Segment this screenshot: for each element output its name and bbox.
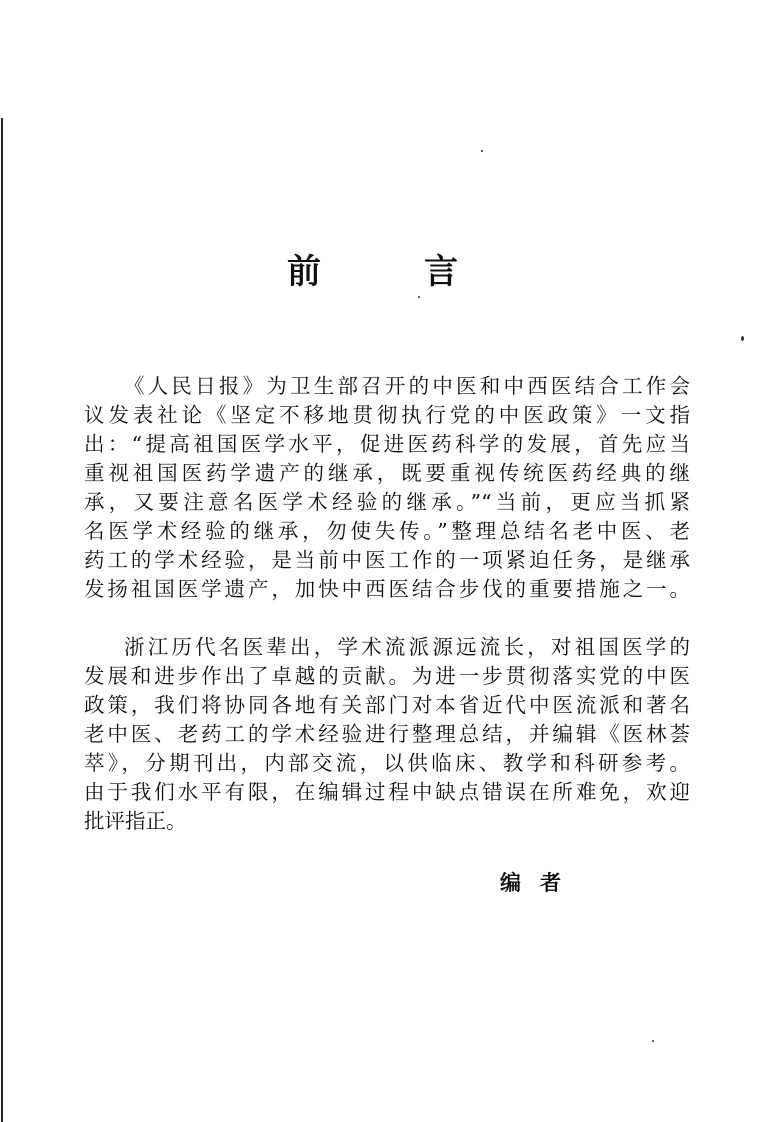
scan-speck [741,336,744,341]
text-line: 《人民日报》为卫生部召开的中医和中西医结合工作会 [124,374,690,398]
text-line: 承，又要注意名医学术经验的继承。”“当前，更应当抓紧 [84,490,690,514]
scan-speck [418,296,420,298]
signature-char-2: 者 [540,870,561,895]
text-line: 浙江历代名医辈出，学术流派源远流长，对祖国医学的 [124,635,690,659]
scan-speck [481,150,483,152]
text-line: 重视祖国医药学遗产的继承，既要重视传统医药经典的继 [84,461,690,485]
signature-char-1: 编 [500,870,521,895]
text-line: 出：“提高祖国医学水平，促进医药科学的发展，首先应当 [84,432,690,456]
text-line: 由于我们水平有限，在编辑过程中缺点错误在所难免，欢迎 [84,780,690,804]
text-line: 萃》，分期刊出，内部交流，以供临床、教学和科研参考。 [84,751,690,775]
text-line: 发展和进步作出了卓越的贡献。为进一步贯彻落实党的中医 [84,664,690,688]
text-line: 发扬祖国医学遗产，加快中西医结合步伐的重要措施之一。 [84,577,690,601]
text-line: 药工的学术经验，是当前中医工作的一项紧迫任务，是继承 [84,548,690,572]
text-line: 批评指正。 [84,809,187,833]
page-edge-line [1,118,3,1122]
text-line: 名医学术经验的继承，勿使失传。”整理总结名老中医、老 [84,519,690,543]
scan-speck [652,1040,654,1042]
text-line: 议发表社论《坚定不移地贯彻执行党的中医政策》一文指 [84,403,690,427]
title-char-1: 前 [287,252,321,292]
text-line: 老中医、老药工的学术经验进行整理总结，并编辑《医林荟 [84,722,690,746]
text-line: 政策，我们将协同各地有关部门对本省近代中医流派和著名 [84,693,690,717]
title-char-2: 言 [424,252,458,292]
